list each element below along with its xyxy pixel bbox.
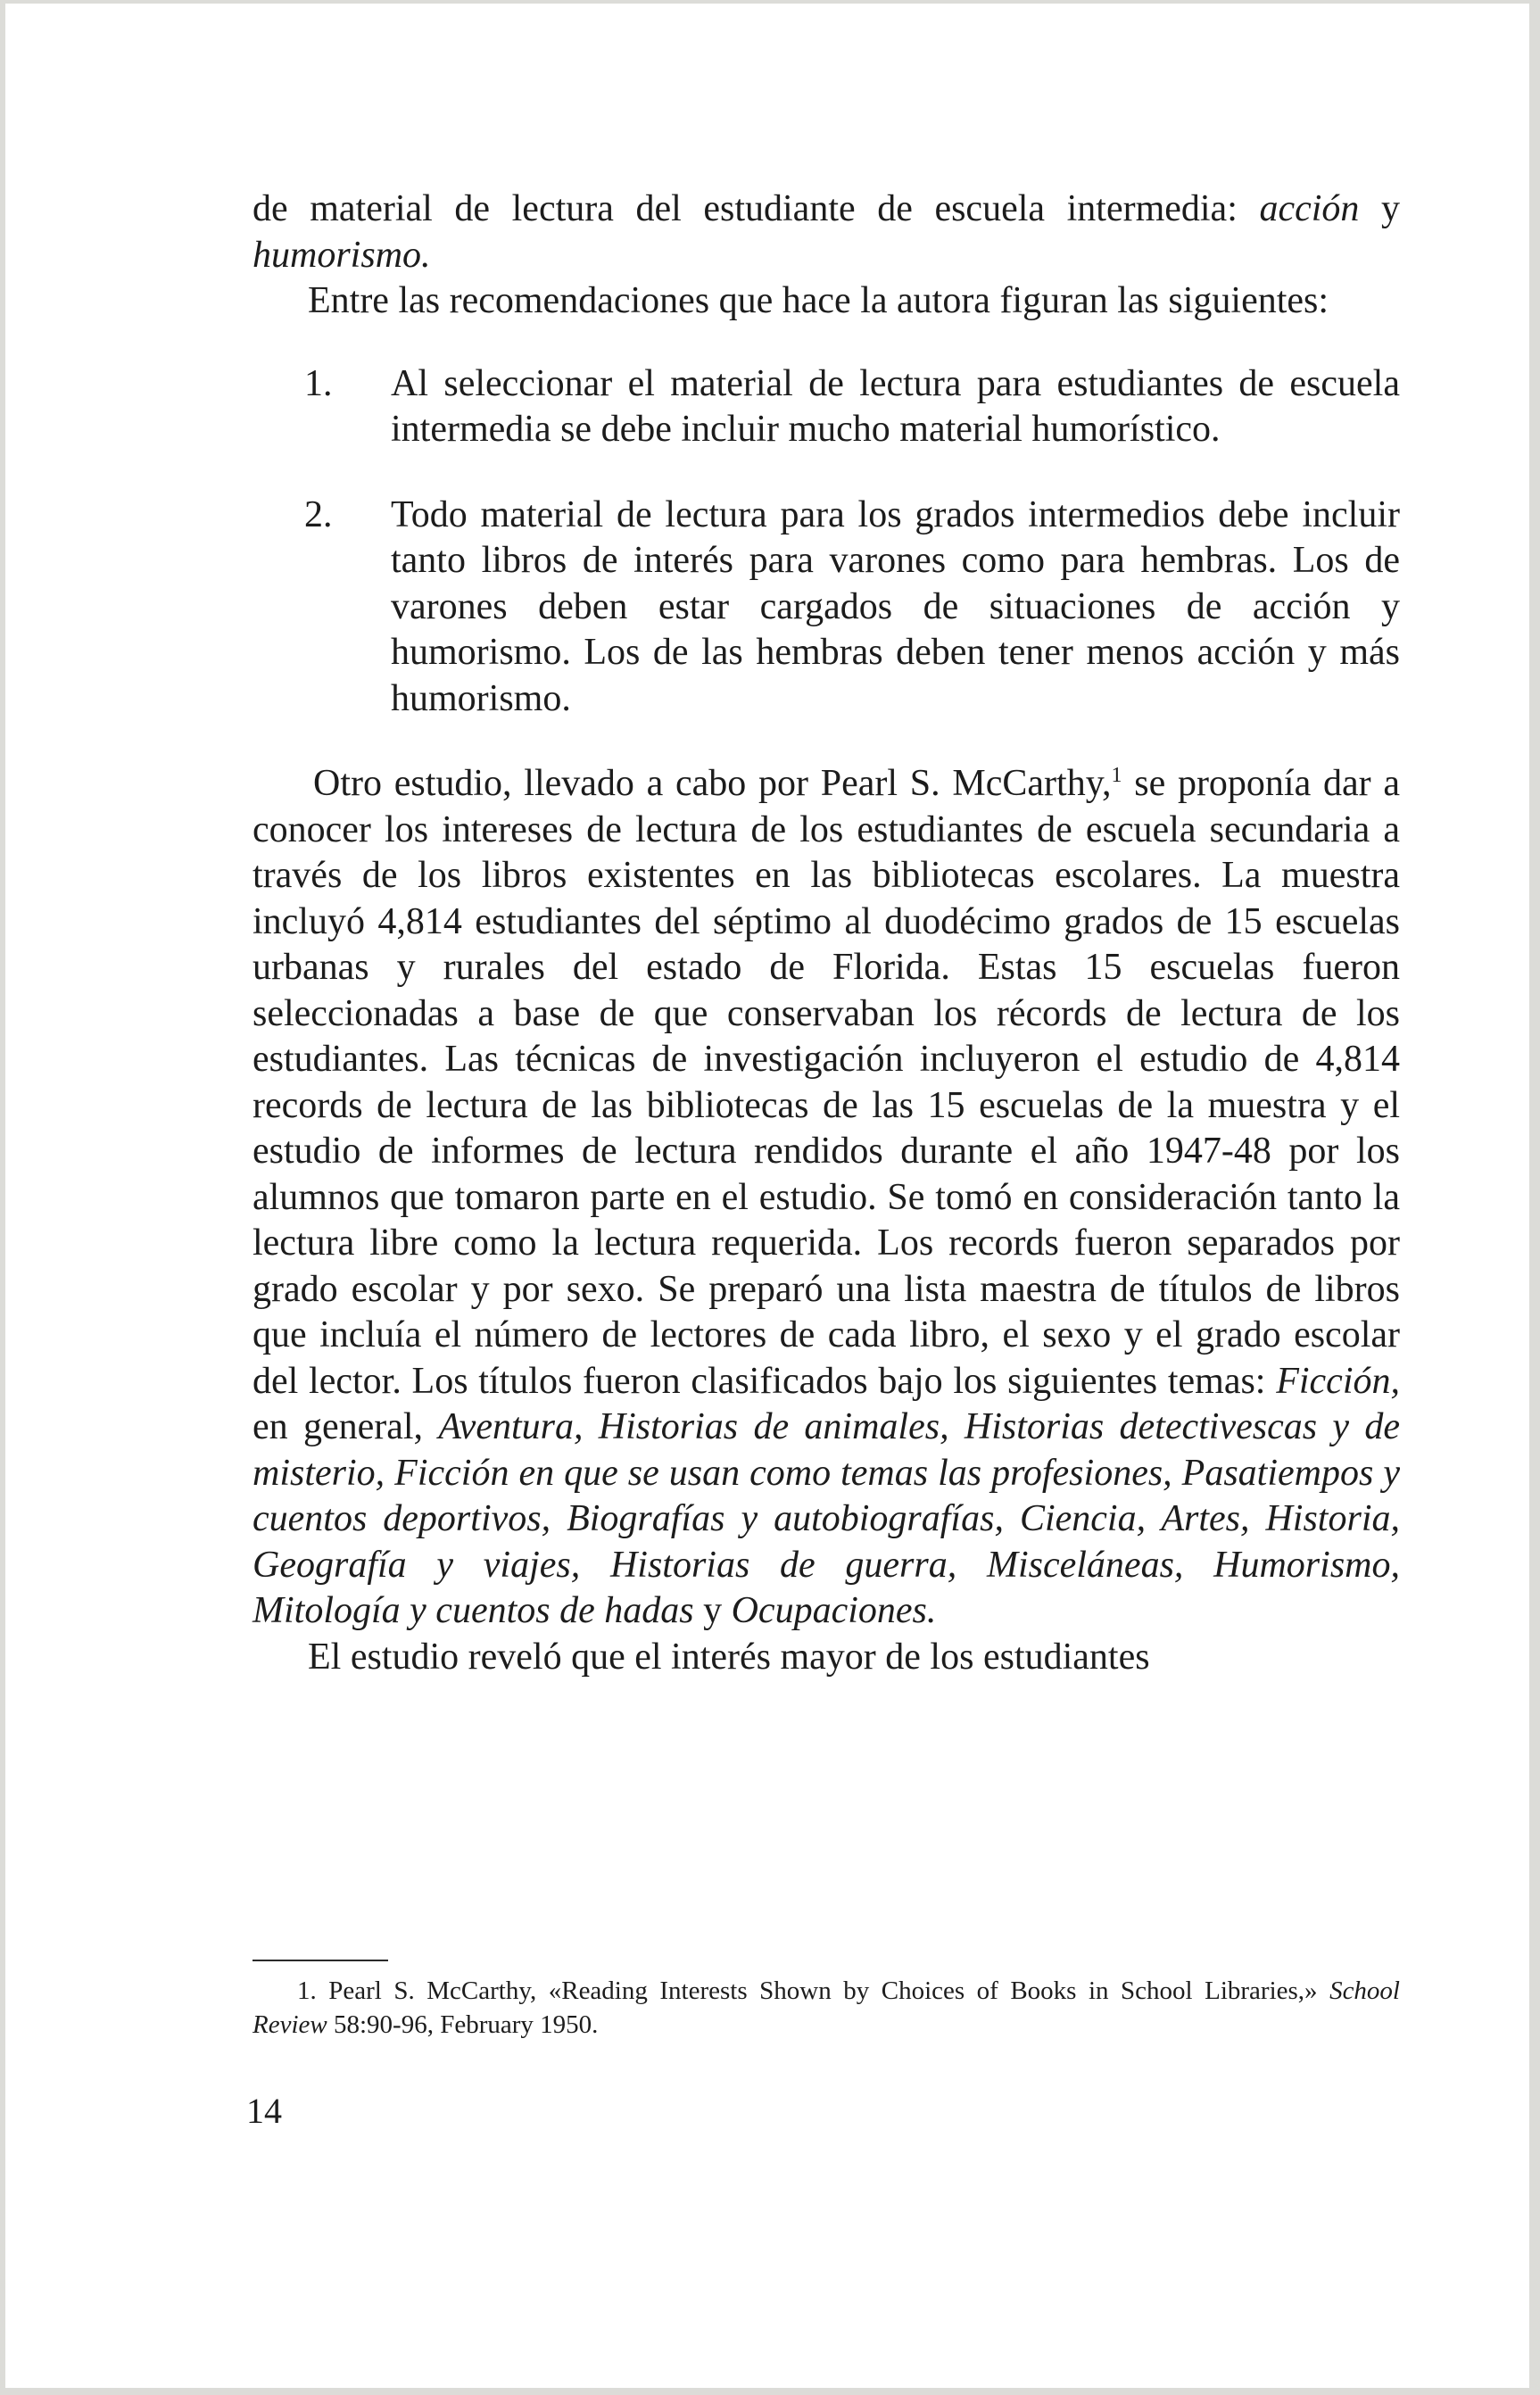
list-item-number: 2. <box>304 493 333 535</box>
footnote-marker: 1 <box>1111 764 1122 787</box>
text-column <box>253 186 1400 1680</box>
topic-connector: en general, <box>253 1406 439 1447</box>
list-item <box>253 493 1400 723</box>
topic-list-italic: Aventura, Historias de animales, Historias detectivescas y de misterio, Ficción en que se usan como temas las profesiones, Pasatiempos y cuentos deportivos, Biografías y autobiografías, Ciencia, Artes, Historia, Geografía y viajes, Historias de guerra, Misceláneas, Humorismo, Mitología y cuentos de hadas <box>253 1406 1400 1631</box>
book-page <box>5 4 1529 2388</box>
intro-conjunction: y <box>1359 188 1401 229</box>
topic-connector-y: y <box>693 1590 732 1631</box>
mccarthy-text-body: se proponía dar a conocer los intereses de lectura de los estudiantes de escuela secundaria a través de los libros existentes en las bibliotecas escolares. La muestra incluyó 4,814 estudiantes del séptimo al duodécimo grados de 15 escuelas urbanas y rurales del estado de Florida. Estas 15 escuelas fueron seleccionadas a base de que conservaban los récords de lectura de los estudiantes. Las técnicas de investigación incluyeron el estudio de 4,814 records de lectura de las bibliotecas de las 15 escuelas de la muestra y el estudio de informes de lectura rendidos durante el año 1947-48 por los alumnos que tomaron parte en el estudio. Se tomó en consideración tanto la lectura libre como la lectura requerida. Los records fueron separados por grado escolar y por sexo. Se preparó una lista maestra de títulos de libros que incluía el número de lectores de cada libro, el sexo y el grado escolar del lector. Los títulos fueron clasificados bajo los siguientes temas: <box>253 763 1400 1402</box>
list-item-text: Todo material de lectura para los grados intermedios debe incluir tanto libros de interés para varones como para hembras. Los de varones deben estar cargados de situaciones de acción y humorismo. Los de las hembras deben tener menos acción y más humorismo. <box>391 493 1400 719</box>
footnote-citation: 58:90-96, February 1950. <box>327 2010 599 2039</box>
footnote-journal: School Review <box>253 1976 1400 2039</box>
intro-italic-accion: acción <box>1259 188 1360 229</box>
closing-line: El estudio reveló que el interés mayor de los estudiantes <box>308 1636 1150 1678</box>
list-item-number: 1. <box>304 362 333 404</box>
mccarthy-paragraph <box>253 761 1400 1635</box>
page-number: 14 <box>246 2091 282 2131</box>
recommendations-list <box>253 361 1400 723</box>
intro-text: de material de lectura del estudiante de escuela intermedia: <box>253 188 1238 229</box>
list-item <box>253 361 1400 453</box>
mccarthy-text-start: Otro estudio, llevado a cabo por Pearl S. McCarthy, <box>313 763 1112 804</box>
intro-paragraph <box>253 186 1400 278</box>
topic-ocupaciones: Ocupaciones. <box>731 1590 937 1631</box>
footnote-text: 1. Pearl S. McCarthy, «Reading Interests Shown by Choices of Books in School Libraries,» <box>297 1976 1330 2005</box>
footnote <box>253 1974 1400 2042</box>
list-item-text: Al seleccionar el material de lectura para estudiantes de escuela intermedia se debe incluir mucho material humorístico. <box>391 362 1400 450</box>
topic-ficcion: Ficción, <box>1276 1360 1400 1402</box>
intro-italic-humorismo: humorismo. <box>253 234 431 276</box>
recommendations-intro: Entre las recomendaciones que hace la autora figuran las siguientes: <box>308 280 1329 321</box>
footnote-rule <box>253 1960 388 1961</box>
